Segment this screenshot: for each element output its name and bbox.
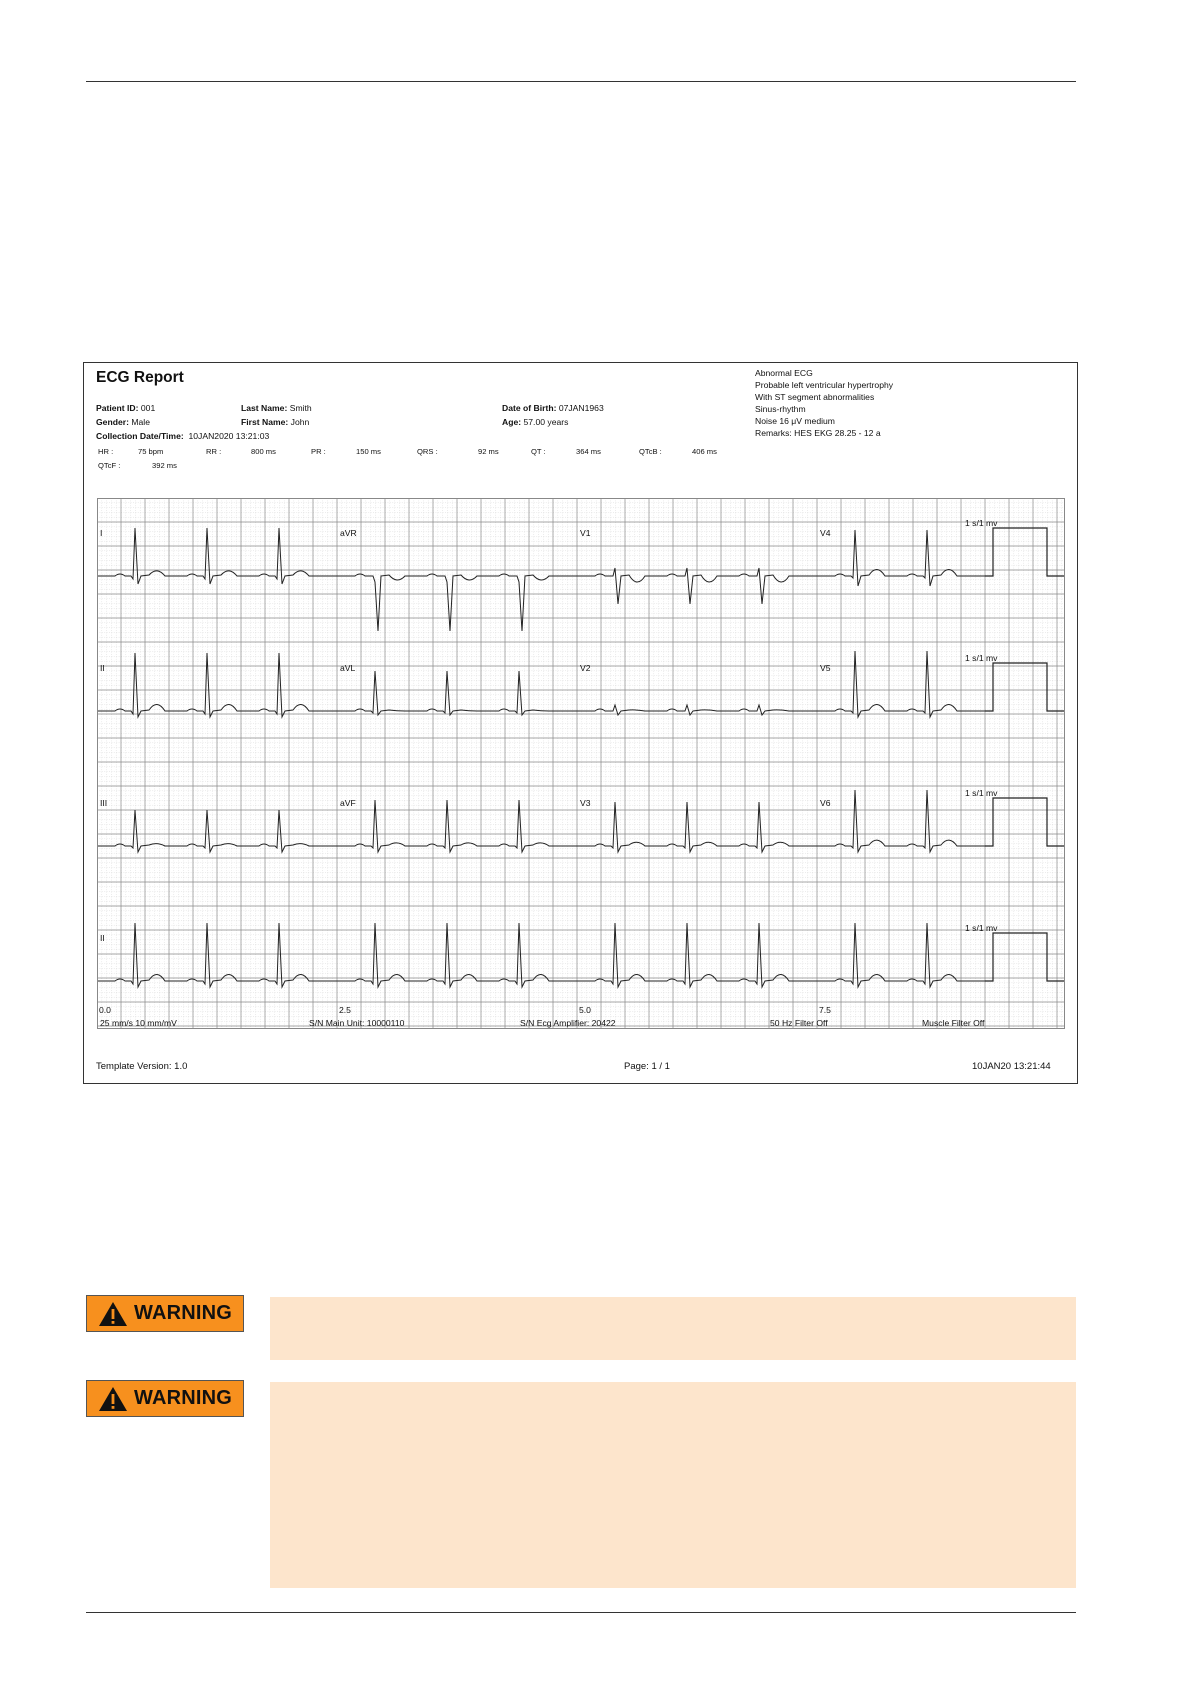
ecg-grid bbox=[97, 498, 1065, 1029]
main-unit-serial: S/N Main Unit: 10000110 bbox=[309, 1018, 405, 1028]
lead-label: V1 bbox=[580, 528, 591, 538]
lead-label: I bbox=[100, 528, 103, 538]
qt-value: 364 ms bbox=[576, 447, 601, 456]
report-title: ECG Report bbox=[96, 369, 184, 386]
speed-setting: 25 mm/s 10 mm/mV bbox=[100, 1018, 177, 1028]
ecg-report bbox=[83, 362, 1078, 1084]
warning-box bbox=[270, 1297, 1076, 1360]
lead-label: V5 bbox=[820, 663, 831, 673]
time-mark: 2.5 bbox=[339, 1005, 351, 1015]
qtcf-value: 392 ms bbox=[152, 461, 177, 470]
qtcf-label: QTcF : bbox=[98, 461, 121, 470]
print-timestamp: 10JAN20 13:21:44 bbox=[972, 1061, 1051, 1072]
qrs-value: 92 ms bbox=[478, 447, 499, 456]
lead-label: V2 bbox=[580, 663, 591, 673]
amplifier-serial: S/N Ecg Amplifier: 20422 bbox=[520, 1018, 616, 1028]
ecg-trace bbox=[97, 923, 985, 987]
calibration-pulse bbox=[985, 933, 1065, 981]
rr-label: RR : bbox=[206, 447, 222, 456]
top-rule bbox=[86, 81, 1076, 82]
qtcb-value: 406 ms bbox=[692, 447, 717, 456]
warning-box bbox=[270, 1382, 1076, 1588]
calibration-label: 1 s/1 mv bbox=[965, 788, 998, 798]
interpretation-line: Abnormal ECG bbox=[755, 368, 813, 378]
template-version: Template Version: 1.0 bbox=[96, 1061, 188, 1072]
calibration-pulse bbox=[985, 528, 1065, 576]
lead-label: aVL bbox=[340, 663, 356, 673]
lead-label: II bbox=[100, 933, 105, 943]
lead-label: aVR bbox=[340, 528, 357, 538]
grid-minor-lines bbox=[97, 498, 1065, 1029]
calibration-label: 1 s/1 mv bbox=[965, 518, 998, 528]
pr-label: PR : bbox=[311, 447, 326, 456]
hr-value: 75 bpm bbox=[138, 447, 164, 456]
patient-id: Patient ID: 001 bbox=[96, 403, 156, 413]
lead-label: V3 bbox=[580, 798, 591, 808]
warning-badge-label: WARNING bbox=[133, 1387, 233, 1409]
lead-label: V6 bbox=[820, 798, 831, 808]
warning-badge bbox=[86, 1295, 244, 1332]
collection-datetime: Collection Date/Time: 10JAN2020 13:21:03 bbox=[96, 431, 270, 441]
filter-setting: 50 Hz Filter Off bbox=[770, 1018, 828, 1028]
hr-label: HR : bbox=[98, 447, 114, 456]
time-mark: 5.0 bbox=[579, 1005, 591, 1015]
grid-major-lines bbox=[97, 498, 1065, 1029]
interpretation-line: Noise 16 μV medium bbox=[755, 416, 835, 426]
time-mark: 0.0 bbox=[99, 1005, 111, 1015]
gender: Gender: Male bbox=[96, 417, 150, 427]
page-number: Page: 1 / 1 bbox=[624, 1061, 670, 1072]
lead-label: aVF bbox=[340, 798, 356, 808]
qtcb-label: QTcB : bbox=[639, 447, 662, 456]
warning-triangle-icon bbox=[98, 1301, 128, 1327]
calibration-label: 1 s/1 mv bbox=[965, 923, 998, 933]
lead-label: V4 bbox=[820, 528, 831, 538]
calibration-pulse bbox=[985, 663, 1065, 711]
warning-triangle-icon bbox=[98, 1386, 128, 1412]
pr-value: 150 ms bbox=[356, 447, 381, 456]
interpretation-line: Sinus-rhythm bbox=[755, 404, 806, 414]
bottom-rule bbox=[86, 1612, 1076, 1613]
ecg-trace bbox=[97, 651, 985, 717]
interpretation-line: Remarks: HES EKG 28.25 - 12 a bbox=[755, 428, 881, 438]
qt-label: QT : bbox=[531, 447, 546, 456]
ecg-trace bbox=[97, 528, 985, 631]
qrs-label: QRS : bbox=[417, 447, 438, 456]
calibration-label: 1 s/1 mv bbox=[965, 653, 998, 663]
ecg-traces bbox=[97, 498, 1065, 1029]
time-mark: 7.5 bbox=[819, 1005, 831, 1015]
rr-value: 800 ms bbox=[251, 447, 276, 456]
lead-label: III bbox=[100, 798, 108, 808]
interpretation-line: With ST segment abnormalities bbox=[755, 392, 875, 402]
last-name: Last Name: Smith bbox=[241, 403, 312, 413]
muscle-filter-setting: Muscle Filter Off bbox=[922, 1018, 985, 1028]
lead-label: II bbox=[100, 663, 105, 673]
interpretation-line: Probable left ventricular hypertrophy bbox=[755, 380, 894, 390]
first-name: First Name: John bbox=[241, 417, 310, 427]
age: Age: 57.00 years bbox=[502, 417, 569, 427]
ecg-trace bbox=[97, 790, 985, 852]
date-of-birth: Date of Birth: 07JAN1963 bbox=[502, 403, 604, 413]
warning-badge bbox=[86, 1380, 244, 1417]
warning-badge-label: WARNING bbox=[133, 1302, 233, 1324]
